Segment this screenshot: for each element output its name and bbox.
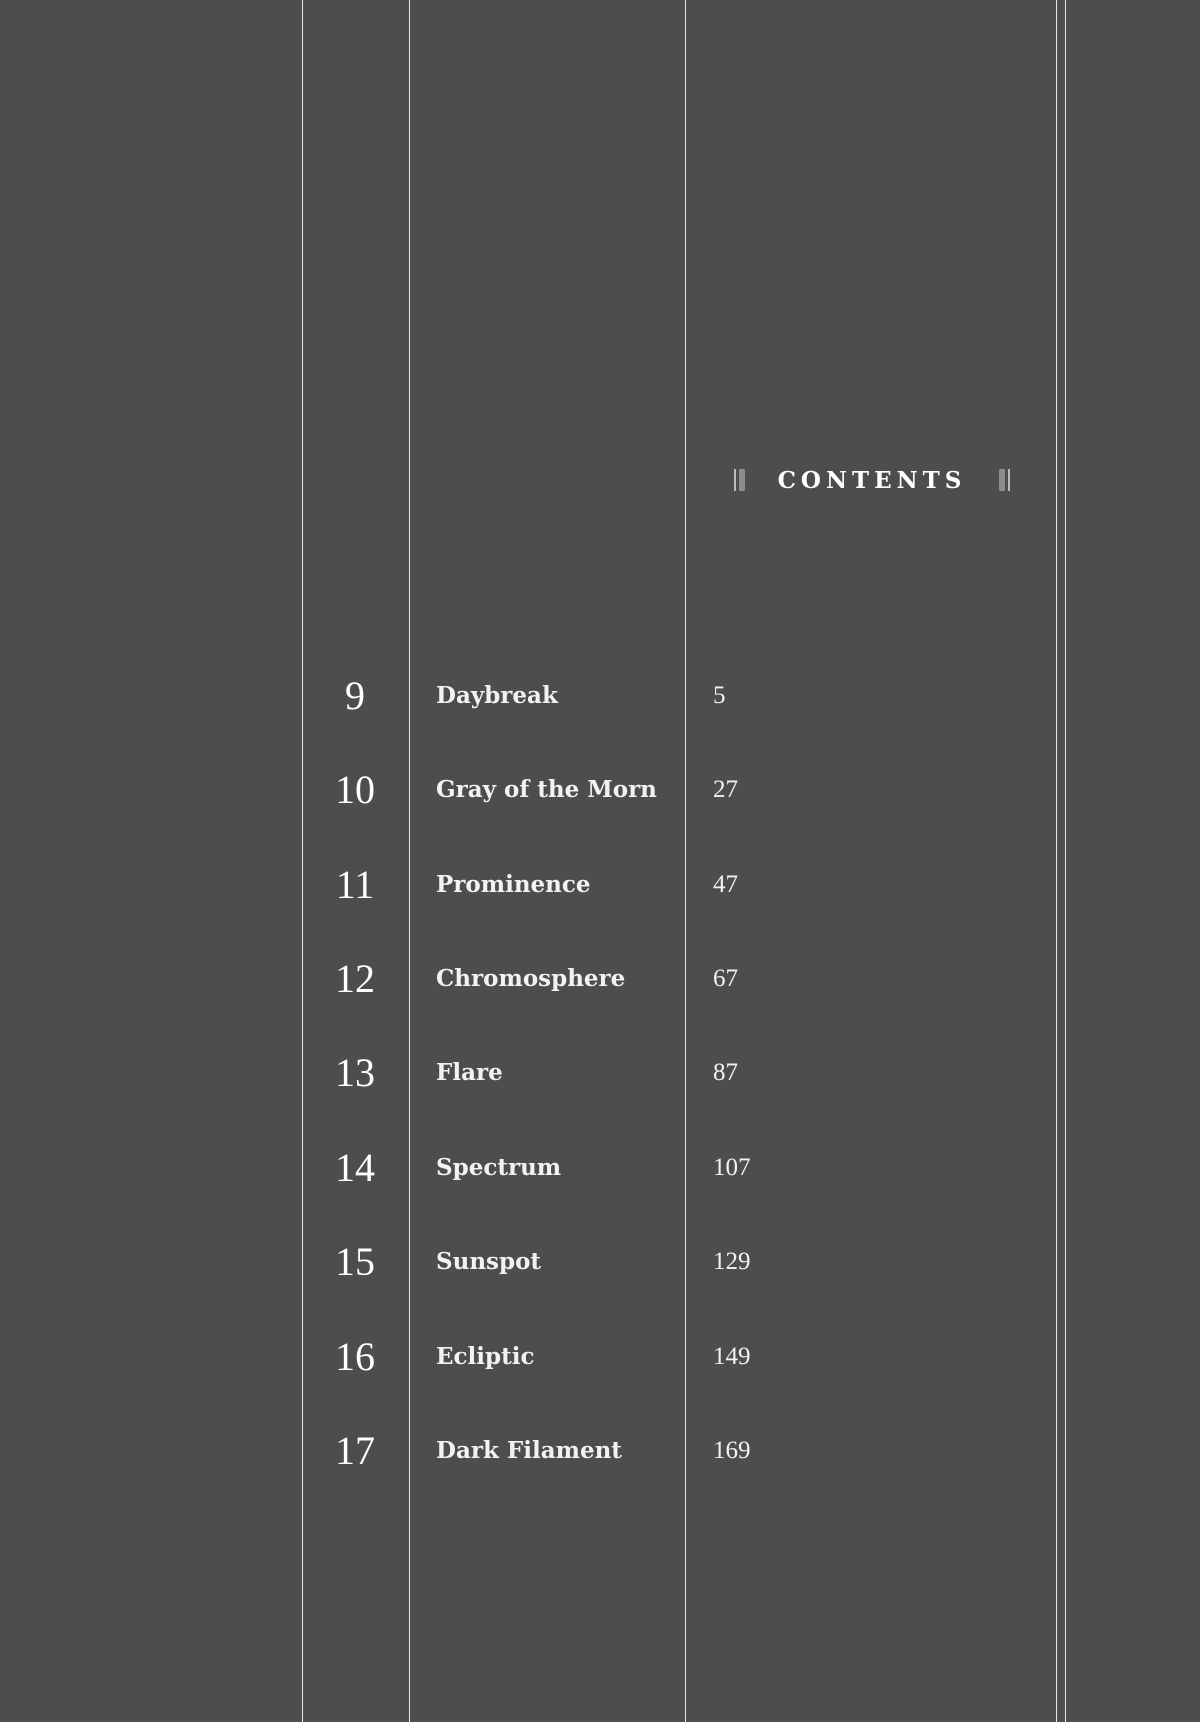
chapter-page: 67 bbox=[713, 965, 738, 992]
chapter-number: 11 bbox=[335, 862, 375, 907]
toc-row[interactable] bbox=[0, 949, 1200, 1009]
toc-row[interactable] bbox=[0, 1043, 1200, 1103]
chapter-number: 9 bbox=[345, 673, 365, 718]
chapter-title: Dark Filament bbox=[436, 1437, 622, 1464]
chapter-number: 16 bbox=[335, 1334, 375, 1379]
toc-row[interactable] bbox=[0, 666, 1200, 726]
chapter-number: 17 bbox=[335, 1428, 375, 1473]
chapter-page: 169 bbox=[713, 1437, 751, 1464]
toc-row[interactable] bbox=[0, 760, 1200, 820]
chapter-title: Chromosphere bbox=[436, 965, 626, 992]
chapter-number: 10 bbox=[335, 767, 375, 812]
chapter-page: 87 bbox=[713, 1059, 738, 1086]
chapter-title: Ecliptic bbox=[436, 1343, 535, 1370]
chapter-page: 27 bbox=[713, 776, 738, 803]
chapter-number: 14 bbox=[335, 1145, 375, 1190]
right-bracket-icon bbox=[999, 469, 1010, 491]
chapter-title: Spectrum bbox=[436, 1154, 562, 1181]
chapter-number: 12 bbox=[335, 956, 375, 1001]
chapter-number: 15 bbox=[335, 1239, 375, 1284]
left-bracket-icon bbox=[734, 469, 745, 491]
chapter-title: Gray of the Morn bbox=[436, 776, 657, 803]
chapter-page: 47 bbox=[713, 871, 738, 898]
chapter-title: Daybreak bbox=[436, 682, 558, 709]
toc-row[interactable] bbox=[0, 1138, 1200, 1198]
toc-row[interactable] bbox=[0, 1421, 1200, 1481]
chapter-title: Prominence bbox=[436, 871, 591, 898]
toc-row[interactable] bbox=[0, 855, 1200, 915]
chapter-title: Flare bbox=[436, 1059, 503, 1086]
toc-row[interactable] bbox=[0, 1232, 1200, 1292]
chapter-number: 13 bbox=[335, 1050, 375, 1095]
chapter-title: Sunspot bbox=[436, 1248, 542, 1275]
contents-title: CONTENTS bbox=[777, 466, 967, 494]
chapter-page: 107 bbox=[713, 1154, 751, 1181]
contents-heading bbox=[734, 462, 1010, 498]
chapter-page: 5 bbox=[713, 682, 726, 709]
toc-row[interactable] bbox=[0, 1327, 1200, 1387]
chapter-page: 129 bbox=[713, 1248, 751, 1275]
chapter-page: 149 bbox=[713, 1343, 751, 1370]
